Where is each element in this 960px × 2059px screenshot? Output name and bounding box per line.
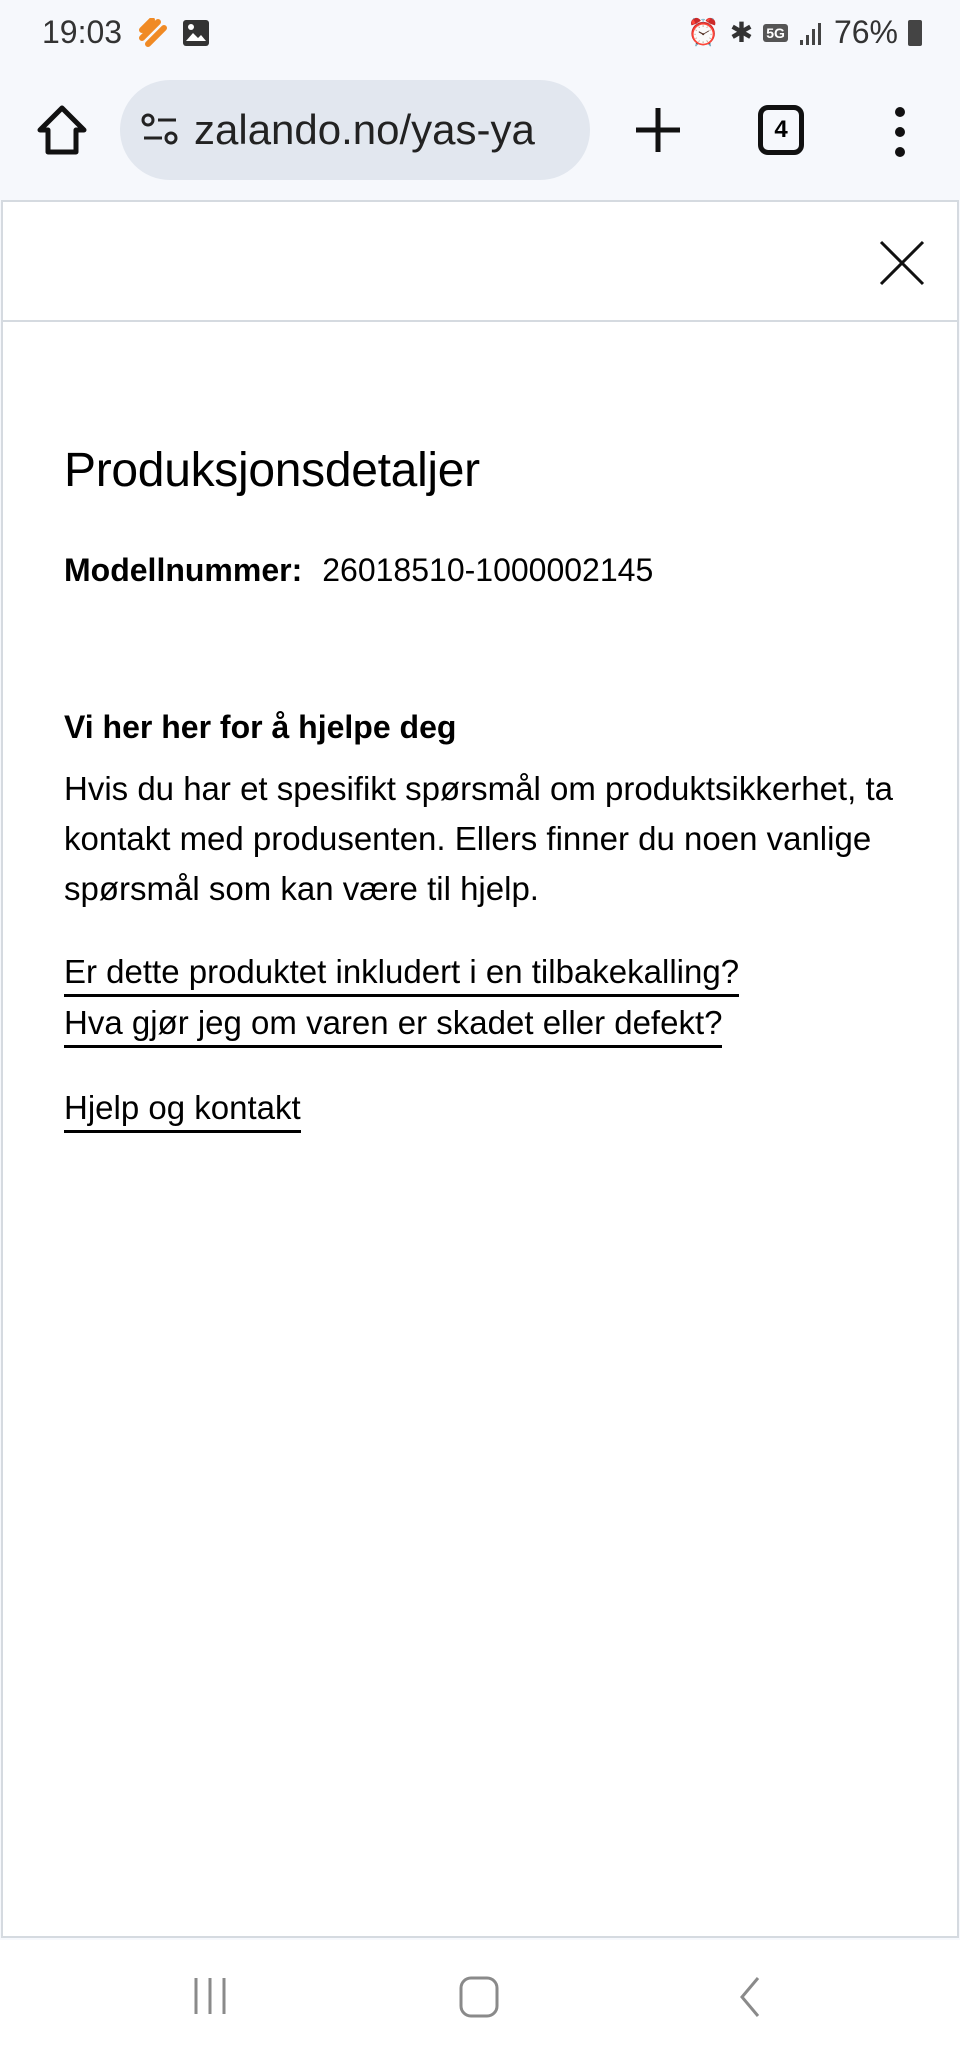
- help-contact-link[interactable]: Hjelp og kontakt: [64, 1086, 301, 1133]
- bluetooth-icon: ✱: [729, 17, 754, 48]
- page-title: Produksjonsdetaljer: [64, 444, 480, 497]
- model-number-value: 26018510-1000002145: [322, 551, 654, 588]
- address-bar[interactable]: [120, 80, 590, 180]
- damaged-item-link[interactable]: Hva gjør jeg om varen er skadet eller defekt?: [64, 1001, 722, 1048]
- battery-percent: 76%: [833, 14, 898, 50]
- app-notification-icon: [138, 18, 168, 48]
- model-number-label: Modellnummer:: [64, 551, 303, 588]
- modal-header: [3, 202, 957, 322]
- browser-toolbar: [0, 78, 960, 182]
- site-settings-icon[interactable]: [140, 110, 180, 150]
- help-heading: Vi her her for å hjelpe deg: [64, 708, 457, 745]
- home-icon[interactable]: [34, 102, 90, 158]
- recall-link[interactable]: Er dette produktet inkludert i en tilbakekalling?: [64, 950, 739, 997]
- model-number: [64, 552, 957, 589]
- status-time: 19:03: [42, 14, 123, 50]
- home-nav-icon[interactable]: [458, 1976, 500, 2018]
- help-text: Hvis du har et spesifikt spørsmål om produktsikkerhet, ta kontakt med produsenten. Ellers finner du noen vanlige spørsmål som kan være til hjelp.: [64, 769, 893, 907]
- production-details-modal: [1, 200, 959, 1938]
- status-bar: [0, 0, 960, 70]
- new-tab-icon[interactable]: [630, 102, 686, 158]
- system-nav-bar: [0, 1940, 960, 2059]
- tab-count: 4: [774, 116, 788, 143]
- url-text[interactable]: zalando.no/yas-ya: [194, 106, 535, 153]
- back-icon[interactable]: [728, 1976, 768, 2018]
- alarm-icon: ⏰: [687, 17, 720, 47]
- close-icon[interactable]: [877, 238, 927, 288]
- network-type: 5G: [763, 24, 788, 42]
- recent-apps-icon[interactable]: [190, 1976, 230, 2016]
- gallery-icon: [182, 19, 210, 47]
- signal-icon: [798, 20, 824, 46]
- battery-icon: [908, 20, 922, 46]
- tab-switcher-button[interactable]: [758, 105, 804, 155]
- more-menu-icon[interactable]: [880, 102, 920, 162]
